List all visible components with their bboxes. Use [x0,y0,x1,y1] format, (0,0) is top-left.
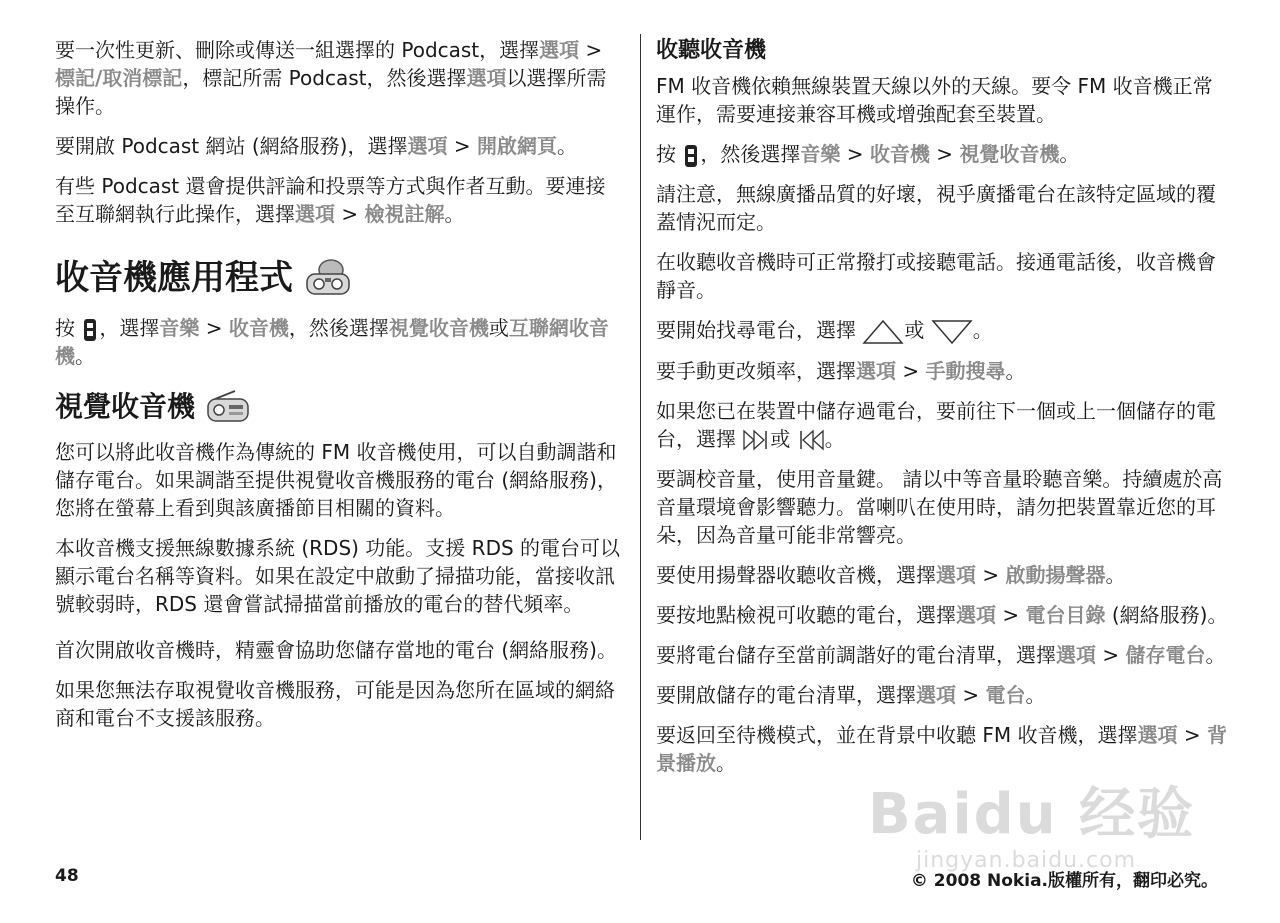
listen-radio-heading: 收聽收音機 [656,38,767,63]
radio-link[interactable]: 收音機 [228,316,289,340]
radio-apps-heading: 收音機應用程式 [55,256,625,300]
podcast-website-paragraph: 要開啟 Podcast 網站 (網絡服務)，選擇選項 > 開啟網頁。 [55,134,577,158]
options-link[interactable]: 選項 [916,682,956,707]
view-comments-link[interactable]: 檢視註解 [364,202,445,226]
rds-paragraph: 本收音機支援無線數據系統 (RDS) 功能。支援 RDS 的電台可以顯示電台名稱等資料。如果在設定中啟動了掃描功能，當接收訊號較弱時，RDS 還會嘗試掃描當前播放的電台的替代頻率。 [55,536,621,616]
next-prev-station-paragraph: 如果您已在裝置中儲存過電台，要前往下一個或上一個儲存的電台，選擇 或 。 [656,398,1216,451]
manual-tune-paragraph: 要手動更改頻率，選擇選項 > 手動搜尋。 [656,358,1026,383]
watermark-url: jingyan.baidu.com [916,848,1137,873]
music-link[interactable]: 音樂 [800,142,841,166]
options-link[interactable]: 選項 [1137,722,1178,747]
save-station-link[interactable]: 儲存電台 [1125,642,1206,667]
stations-link[interactable]: 電台 [985,682,1026,707]
menu-key-icon [682,144,700,168]
antenna-paragraph: FM 收音機依賴無線裝置天線以外的天線。要令 FM 收音機正常運作，需要連接兼容耳機或增強配套至裝置。 [656,74,1213,126]
manual-search-link[interactable]: 手動搜尋 [925,358,1006,383]
seek-up-icon[interactable] [862,319,904,345]
seek-down-icon[interactable] [931,319,973,345]
service-unavailable-paragraph: 如果您無法存取視覺收音機服務，可能是因為您所在區域的網絡商和電台不支援該服務。 [55,678,615,730]
visual-radio-intro: 您可以將此收音機作為傳統的 FM 收音機使用，可以自動調諧和儲存電台。如果調諧至提供視覺收音機服務的電台 (網絡服務)，您將在螢幕上看到與該廣播節目相關的資料。 [55,440,617,520]
station-list-paragraph: 要開啟儲存的電台清單，選擇選項 > 電台。 [656,682,1046,707]
background-play-link[interactable]: 背景播放 [656,722,1227,775]
mark-unmark-link[interactable]: 標記/取消標記 [55,66,183,90]
visual-radio-link[interactable]: 視覺收音機 [959,142,1060,166]
podcast-bulk-paragraph: 要一次性更新、刪除或傳送一組選擇的 Podcast，選擇選項 > 標記/取消標記，標記所需 Podcast，然後選擇選項以選擇所需操作。 [55,38,607,118]
next-station-icon[interactable] [742,429,770,451]
options-link[interactable]: 選項 [956,602,996,627]
menu-key-icon [81,318,99,342]
seek-paragraph: 要開始找尋電台，選擇 或 。 [656,316,1228,345]
wizard-paragraph: 首次開啟收音機時，精靈會協助您儲存當地的電台 (網絡服務)。 [55,638,617,662]
options-link[interactable]: 選項 [466,66,507,90]
background-play-paragraph: 要返回至待機模式，並在背景中收聽 FM 收音機，選擇選項 > 背景播放。 [656,722,1227,775]
options-link[interactable]: 選項 [539,38,580,62]
watermark-logo-text: Baidu 经验 [868,782,1196,847]
radio-app-icon [303,256,353,300]
activate-speaker-link[interactable]: 啟動揚聲器 [1005,562,1106,587]
save-station-paragraph: 要將電台儲存至當前調諧好的電台清單，選擇選項 > 儲存電台。 [656,642,1226,667]
speaker-paragraph: 要使用揚聲器收聽收音機，選擇選項 > 啟動揚聲器。 [656,562,1126,587]
quality-paragraph: 請注意，無線廣播品質的好壞，視乎廣播電台在該特定區域的覆蓋情況而定。 [656,182,1216,234]
options-link[interactable]: 選項 [936,562,976,587]
column-divider [640,34,641,840]
radio-link[interactable]: 收音機 [869,142,930,166]
options-link[interactable]: 選項 [407,134,448,158]
open-webpage-link[interactable]: 開啟網頁 [476,134,557,158]
open-visual-radio-paragraph: 按 ，然後選擇音樂 > 收音機 > 視覺收音機。 [656,142,1080,166]
volume-paragraph: 要調校音量，使用音量鍵。 請以中等音量聆聽音樂。持續處於高音量環境會影響聽力。當喇叭在使用時，請勿把裝置靠近您的耳朵，因為音量可能非常響亮。 [656,466,1223,547]
music-link[interactable]: 音樂 [159,316,200,340]
station-directory-paragraph: 要按地點檢視可收聽的電台，選擇選項 > 電台目錄 (網絡服務)。 [656,602,1228,627]
options-link[interactable]: 選項 [856,358,896,383]
options-link[interactable]: 選項 [1056,642,1096,667]
podcast-comments-paragraph: 有些 Podcast 還會提供評論和投票等方式與作者互動。要連接至互聯網執行此操作，選擇選項 > 檢視註解。 [55,174,606,226]
station-directory-link[interactable]: 電台目錄 [1025,602,1106,627]
right-column [656,36,1228,789]
options-link[interactable]: 選項 [295,202,335,226]
left-column [55,36,625,744]
calls-paragraph: 在收聽收音機時可正常撥打或接聽電話。接通電話後，收音機會靜音。 [656,250,1216,302]
visual-radio-heading: 視覺收音機 [55,388,625,426]
visual-radio-icon [205,389,251,425]
visual-radio-link[interactable]: 視覺收音機 [388,316,489,340]
copyright-notice: © 2008 Nokia.版權所有，翻印必究。 [910,871,1218,891]
previous-station-icon[interactable] [797,429,825,451]
page-number: 48 [55,866,79,886]
internet-radio-link[interactable]: 互聯網收音機 [55,316,609,368]
radio-open-paragraph: 按 ，選擇音樂 > 收音機，然後選擇視覺收音機或互聯網收音機。 [55,316,609,368]
